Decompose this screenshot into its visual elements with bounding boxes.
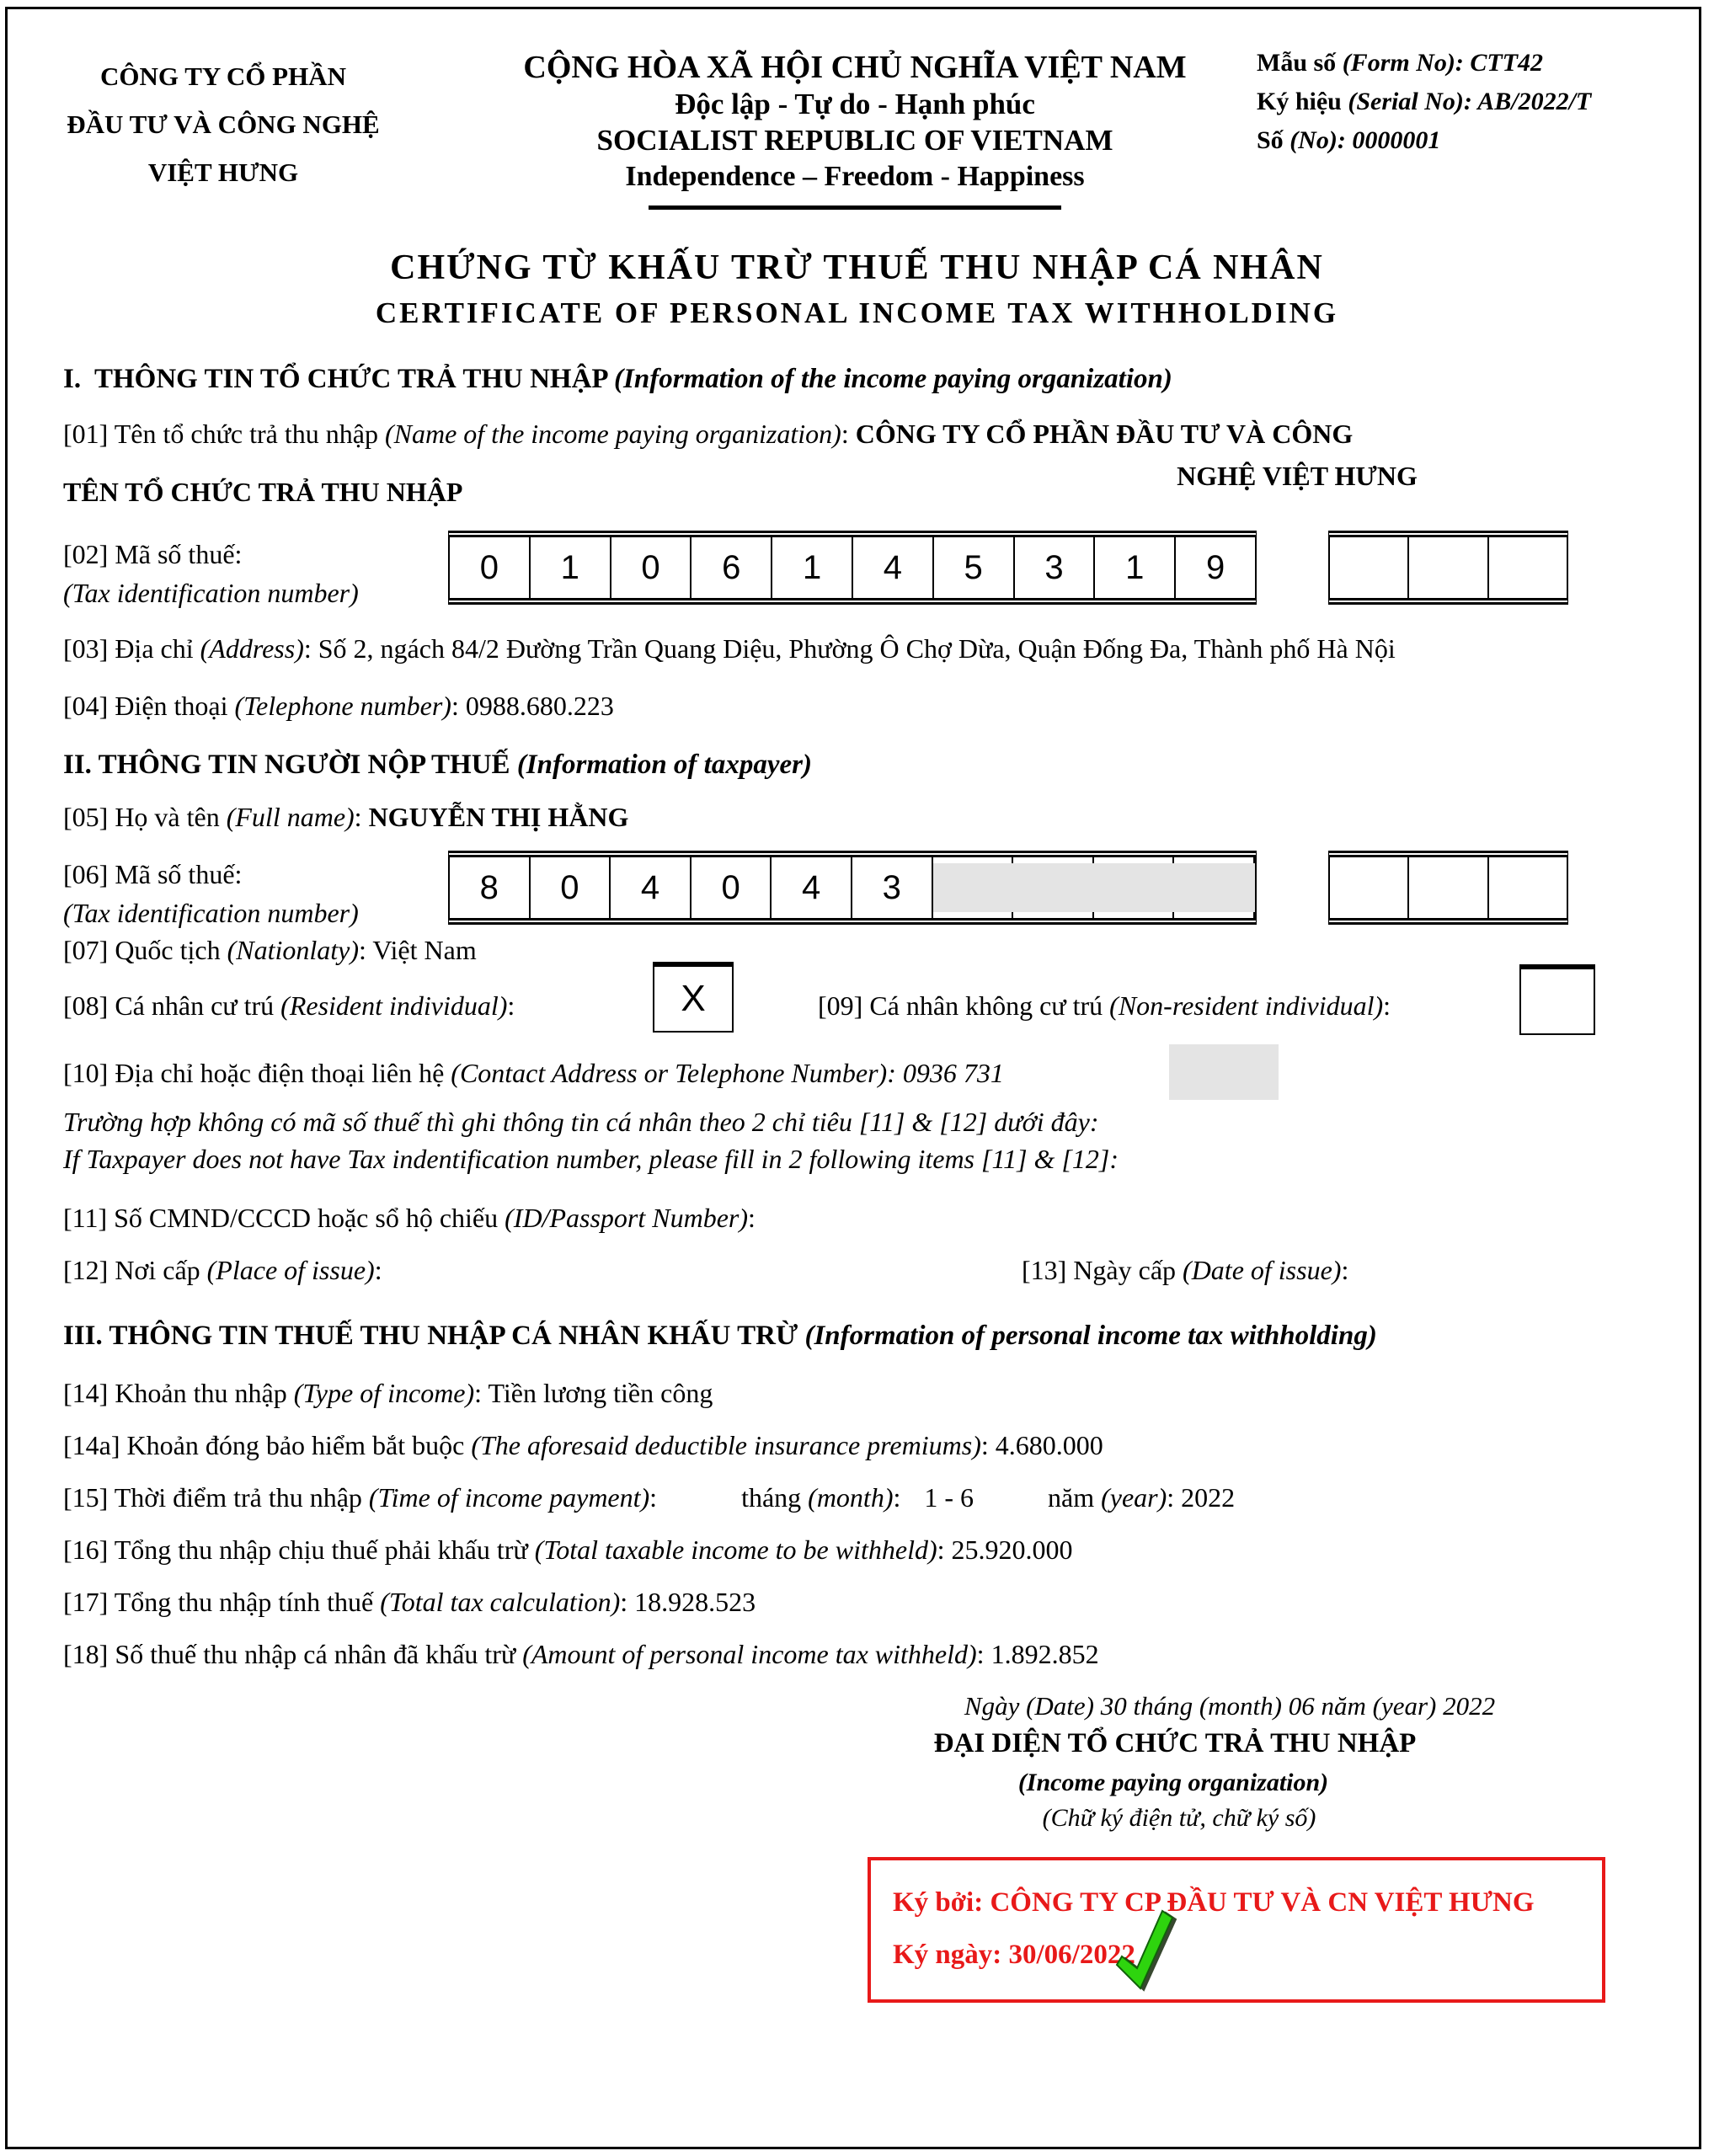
org-tax-id-grid[interactable] (448, 531, 1257, 605)
field-15-month-colon: : (893, 1482, 901, 1513)
field-10-colon: : (887, 1058, 903, 1088)
field-14-value: Tiền lương tiền công (488, 1378, 713, 1408)
section-1-title-vi: I. THÔNG TIN TỔ CHỨC TRẢ THU NHẬP (63, 364, 615, 394)
field-08-label-en: (Resident individual) (280, 990, 508, 1021)
signature-note: (Chữ ký điện tử, chữ ký số) (1042, 1804, 1316, 1832)
doc-no-value: (No): 0000001 (1290, 126, 1441, 154)
section-1-heading (63, 364, 1172, 395)
resident-checkbox[interactable] (653, 962, 734, 1033)
field-05-row (63, 802, 628, 833)
doc-no-label: Số (1257, 126, 1290, 154)
field-03-row (63, 633, 1396, 664)
doc-no-line (1257, 121, 1591, 160)
field-10-row (63, 1058, 1004, 1089)
field-13-row (1022, 1255, 1348, 1286)
field-03-value: Số 2, ngách 84/2 Đường Trần Quang Diệu, Phường Ô Chợ Dừa, Quận Đống Đa, Thành phố Hà Nội (318, 633, 1396, 664)
field-16-row (63, 1534, 1073, 1566)
field-18-colon: : (976, 1639, 991, 1669)
field-17-colon: : (620, 1587, 635, 1617)
field-14a-label: [14a] Khoản đóng bảo hiểm bắt buộc (63, 1430, 472, 1460)
field-05-label: [05] Họ và tên (63, 802, 227, 832)
field-17-value: 18.928.523 (634, 1587, 756, 1617)
signed-date-line: Ký ngày: 30/06/2022 (893, 1940, 1135, 1970)
taxid-redaction-box (933, 863, 1255, 912)
field-15-year-value: 2022 (1181, 1482, 1236, 1513)
field-14a-row (63, 1430, 1103, 1461)
field-15-label: [15] Thời điểm trả thu nhập (63, 1482, 369, 1513)
green-check-icon (1115, 1908, 1176, 1992)
digit-cell[interactable]: 5 (934, 537, 1015, 598)
field-14-label-en: (Type of income) (293, 1378, 475, 1408)
contact-redaction-box (1169, 1044, 1279, 1100)
field-15-year-colon: : (1167, 1482, 1182, 1513)
field-04-label-en: (Telephone number) (234, 691, 451, 721)
signature-date-line: Ngày (Date) 30 tháng (month) 06 năm (year) 2022 (964, 1691, 1496, 1721)
field-09-label-en: (Non-resident individual) (1109, 990, 1384, 1021)
field-11-colon: : (748, 1203, 756, 1233)
digit-cell[interactable]: 4 (853, 537, 934, 598)
field-01-value: CÔNG TY CỔ PHẦN ĐẦU TƯ VÀ CÔNG (855, 419, 1354, 449)
national-line: SOCIALIST REPUBLIC OF VIETNAM (596, 124, 1113, 157)
field-15-year-label: năm (1048, 1482, 1102, 1513)
field-06-label-en: (Tax identification number) (63, 898, 359, 928)
section-2-heading (63, 750, 812, 781)
digit-cell[interactable]: 0 (611, 537, 692, 598)
digit-cell[interactable] (1330, 857, 1409, 918)
signed-by-line: Ký bởi: CÔNG TY CP ĐẦU TƯ VÀ CN VIỆT HƯNG (893, 1887, 1535, 1918)
digit-cell[interactable] (1489, 857, 1567, 918)
field-08-label: [08] Cá nhân cư trú (63, 990, 281, 1021)
field-06-label: [06] Mã số thuế: (63, 859, 243, 889)
form-no-value: (Form No): CTT42 (1342, 49, 1544, 77)
field-02-label: [02] Mã số thuế: (63, 539, 243, 569)
field-15-month-value: 1 - 6 (924, 1482, 974, 1513)
serial-no-line (1257, 83, 1591, 121)
field-04-row (63, 691, 614, 722)
representative-title: ĐẠI DIỆN TỔ CHỨC TRẢ THU NHẬP (933, 1728, 1417, 1758)
digit-cell[interactable]: 1 (772, 537, 853, 598)
form-no-label: Mẫu số (1257, 49, 1343, 77)
note-line-vi: Trường hợp không có mã số thuế thì ghi thông tin cá nhân theo 2 chỉ tiêu [11] & [12] dưới đây: (63, 1107, 1099, 1137)
field-16-label: [16] Tổng thu nhập chịu thuế phải khấu trừ (63, 1534, 535, 1565)
org-tax-id-branch-grid[interactable] (1328, 531, 1568, 605)
digit-cell[interactable]: 8 (450, 857, 531, 918)
digit-cell[interactable]: 4 (772, 857, 852, 918)
nonresident-checkbox[interactable] (1519, 964, 1595, 1035)
field-07-label: [07] Quốc tịch (63, 935, 227, 965)
field-14-colon: : (474, 1378, 489, 1408)
page-title: CHỨNG TỪ KHẤU TRỪ THUẾ THU NHẬP CÁ NHÂN (390, 248, 1324, 287)
field-14-row (63, 1378, 713, 1409)
field-01-label: [01] Tên tổ chức trả thu nhập (63, 419, 385, 449)
field-13-colon: : (1341, 1255, 1349, 1285)
field-15-label-en: (Time of income payment) (368, 1482, 650, 1513)
header-divider (649, 205, 1061, 210)
field-08-row (63, 990, 515, 1022)
field-01-row (63, 419, 1353, 450)
serial-no-value: (Serial No): AB/2022/T (1348, 88, 1592, 115)
field-07-label-en: (Nationlaty) (227, 935, 360, 965)
field-01-label-en: (Name of the income paying organization) (384, 419, 841, 449)
field-04-label: [04] Điện thoại (63, 691, 235, 721)
field-01-caps-label: TÊN TỔ CHỨC TRẢ THU NHẬP (63, 477, 463, 507)
section-2-title-vi: II. THÔNG TIN NGƯỜI NỘP THUẾ (63, 750, 517, 780)
digit-cell[interactable]: 1 (1095, 537, 1176, 598)
digit-cell[interactable] (1409, 857, 1488, 918)
digit-cell[interactable] (1489, 537, 1567, 598)
field-13-label: [13] Ngày cấp (1022, 1255, 1183, 1285)
field-04-colon: : (451, 691, 466, 721)
field-05-colon: : (354, 802, 369, 832)
digit-cell[interactable]: 0 (691, 857, 772, 918)
field-05-value: NGUYỄN THỊ HẰNG (368, 802, 629, 832)
field-12-label-en: (Place of issue) (206, 1255, 375, 1285)
note-line-en: If Taxpayer does not have Tax indentification number, please fill in 2 following items [11] & [12]: (63, 1144, 1119, 1174)
field-14a-label-en: (The aforesaid deductible insurance premiums) (471, 1430, 981, 1460)
field-14a-colon: : (980, 1430, 996, 1460)
digit-cell[interactable]: 9 (1205, 548, 1225, 586)
taxpayer-tax-id-branch-grid[interactable] (1328, 851, 1568, 925)
field-02-label-en: (Tax identification number) (63, 578, 359, 608)
digit-cell[interactable]: 0 (531, 857, 611, 918)
field-15-month-label: tháng (741, 1482, 809, 1513)
serial-no-label: Ký hiệu (1257, 88, 1348, 115)
field-18-value: 1.892.852 (990, 1639, 1099, 1669)
org-tax-id-branch-cells (1330, 537, 1567, 598)
field-08-colon: : (507, 990, 515, 1021)
field-13-label-en: (Date of issue) (1183, 1255, 1342, 1285)
field-03-label: [03] Địa chỉ (63, 633, 200, 664)
taxpayer-tax-id-branch-cells (1330, 857, 1567, 918)
field-18-label-en: (Amount of personal income tax withheld) (522, 1639, 977, 1669)
digit-cell[interactable] (1409, 537, 1488, 598)
signature-stamp-box (868, 1857, 1605, 2003)
field-09-colon: : (1383, 990, 1391, 1021)
field-17-label-en: (Total tax calculation) (380, 1587, 621, 1617)
representative-title-en: (Income paying organization) (1017, 1769, 1329, 1796)
digit-cell[interactable] (1330, 537, 1409, 598)
field-15-year-label-en: (year) (1101, 1482, 1167, 1513)
field-15-month-label-en: (month) (808, 1482, 894, 1513)
field-16-colon: : (937, 1534, 952, 1565)
field-18-label: [18] Số thuế thu nhập cá nhân đã khấu trừ (63, 1639, 523, 1669)
taxpayer-tax-id-grid[interactable] (448, 851, 1257, 925)
national-line: Độc lập - Tự do - Hạnh phúc (675, 88, 1035, 120)
field-01-value-wrap: NGHỆ VIỆT HƯNG (1177, 461, 1418, 491)
digit-cell[interactable]: 3 (1015, 537, 1096, 598)
section-3-title-en: (Information of personal income tax withholding) (804, 1321, 1377, 1351)
digit-cell[interactable]: 0 (450, 537, 531, 598)
national-line: Independence – Freedom - Happiness (625, 161, 1085, 192)
field-14-label: [14] Khoản thu nhập (63, 1378, 294, 1408)
field-03-colon: : (303, 633, 318, 664)
field-15-colon: : (649, 1482, 658, 1513)
company-name-line: VIỆT HƯNG (147, 157, 299, 187)
resident-checkbox-mark: X (681, 978, 706, 1019)
field-11-row (63, 1203, 756, 1234)
section-2-title-en: (Information of taxpayer) (516, 750, 812, 780)
form-meta-block (1257, 44, 1591, 160)
section-3-heading (63, 1321, 1377, 1352)
national-header (455, 49, 1255, 210)
field-11-label: [11] Số CMND/CCCD hoặc sổ hộ chiếu (63, 1203, 505, 1233)
field-12-colon: : (374, 1255, 382, 1285)
field-12-row (63, 1255, 382, 1286)
field-18-row (63, 1639, 1099, 1670)
field-10-label-en: (Contact Address or Telephone Number) (451, 1058, 888, 1088)
field-16-label-en: (Total taxable income to be withheld) (534, 1534, 937, 1565)
section-3-title-vi: III. THÔNG TIN THUẾ THU NHẬP CÁ NHÂN KHẤU TRỪ (63, 1321, 805, 1351)
field-05-label-en: (Full name) (226, 802, 355, 832)
field-16-value: 25.920.000 (951, 1534, 1073, 1565)
company-name-line: CÔNG TY CỔ PHẦN (100, 61, 346, 91)
org-tax-id-cells (450, 537, 1255, 598)
digit-cell[interactable]: 4 (611, 857, 691, 918)
field-07-colon: : (359, 935, 373, 965)
field-09-label: [09] Cá nhân không cư trú (818, 990, 1110, 1021)
field-04-value: 0988.680.223 (465, 691, 614, 721)
company-name-line: ĐẦU TƯ VÀ CÔNG NGHỆ (67, 109, 380, 139)
field-07-value: Việt Nam (372, 935, 477, 965)
national-line: CỘNG HÒA XÃ HỘI CHỦ NGHĨA VIỆT NAM (523, 50, 1187, 85)
form-no-line (1257, 44, 1591, 83)
field-15-row (63, 1482, 1235, 1513)
field-10-value: 0936 731 (902, 1058, 1004, 1088)
field-17-row (63, 1587, 756, 1618)
digit-cell[interactable]: 1 (531, 537, 611, 598)
page-subtitle: CERTIFICATE OF PERSONAL INCOME TAX WITHHOLDING (375, 296, 1339, 329)
taxpayer-tax-id-cells (450, 857, 1255, 918)
digit-cell[interactable]: 6 (691, 537, 772, 598)
field-14a-value: 4.680.000 (995, 1430, 1103, 1460)
field-12-label: [12] Nơi cấp (63, 1255, 207, 1285)
field-17-label: [17] Tổng thu nhập tính thuế (63, 1587, 381, 1617)
field-10-label: [10] Địa chỉ hoặc điện thoại liên hệ (63, 1058, 451, 1088)
field-03-label-en: (Address) (200, 633, 304, 664)
field-09-row (818, 990, 1391, 1022)
field-11-label-en: (ID/Passport Number) (505, 1203, 748, 1233)
field-07-row (63, 935, 477, 966)
field-01-colon: : (841, 419, 856, 449)
section-1-title-en: (Information of the income paying organization) (614, 364, 1172, 394)
company-name-block (51, 52, 396, 196)
digit-cell[interactable]: 3 (852, 857, 933, 918)
